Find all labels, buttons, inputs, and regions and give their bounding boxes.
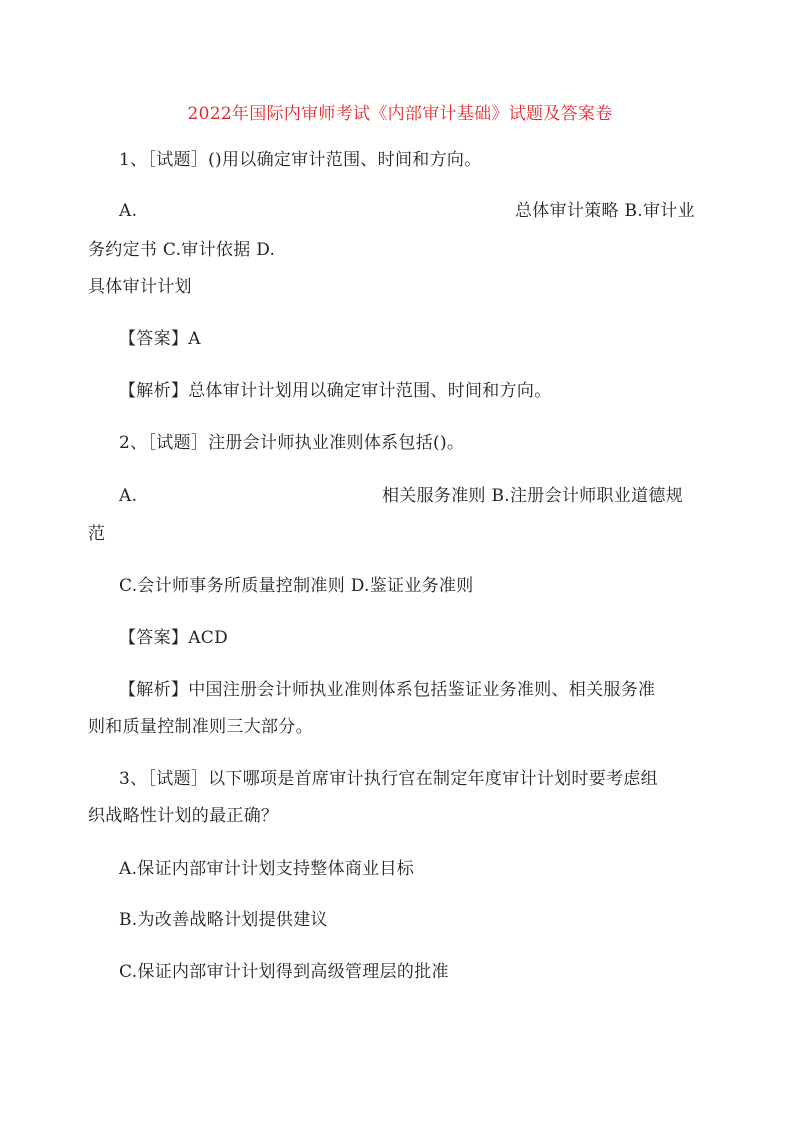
question-2-options-line3: C.会计师事务所质量控制准则 D.鉴证业务准则 — [119, 576, 474, 596]
question-2-analysis-line2: 则和质量控制准则三大部分。 — [88, 717, 313, 737]
question-2-analysis-line1: 【解析】中国注册会计师执业准则体系包括鉴证业务准则、相关服务准 — [119, 680, 656, 700]
question-1-options-line2: 务约定书 C.审计依据 D. — [88, 240, 276, 260]
question-1-options-right: 总体审计策略 B.审计业 — [515, 201, 695, 221]
question-3-option-a: A.保证内部审计计划支持整体商业目标 — [119, 859, 415, 879]
question-2-options-line2: 范 — [88, 524, 106, 544]
page-title: 2022年国际内审师考试《内部审计基础》试题及答案卷 — [187, 104, 613, 124]
question-3-stem-line1: 3、［试题］以下哪项是首席审计执行官在制定年度审计计划时要考虑组 — [119, 769, 658, 789]
question-3-stem-line2: 织战略性计划的最正确？ — [88, 806, 279, 826]
question-3-option-b: B.为改善战略计划提供建议 — [119, 910, 328, 930]
question-1-options-line3: 具体审计计划 — [88, 277, 192, 297]
question-2-option-a-label: A. — [119, 486, 138, 506]
question-2-stem: 2、［试题］注册会计师执业准则体系包括()。 — [119, 433, 465, 453]
question-1-analysis: 【解析】总体审计计划用以确定审计范围、时间和方向。 — [119, 381, 552, 401]
question-3-option-c: C.保证内部审计计划得到高级管理层的批准 — [119, 962, 449, 982]
question-1-answer: 【答案】A — [119, 329, 201, 349]
question-2-answer: 【答案】ACD — [119, 628, 229, 648]
question-2-options-right: 相关服务准则 B.注册会计师职业道德规 — [382, 486, 683, 506]
question-1-stem: 1、［试题］()用以确定审计范围、时间和方向。 — [119, 150, 482, 170]
question-1-option-a-label: A. — [119, 201, 138, 221]
